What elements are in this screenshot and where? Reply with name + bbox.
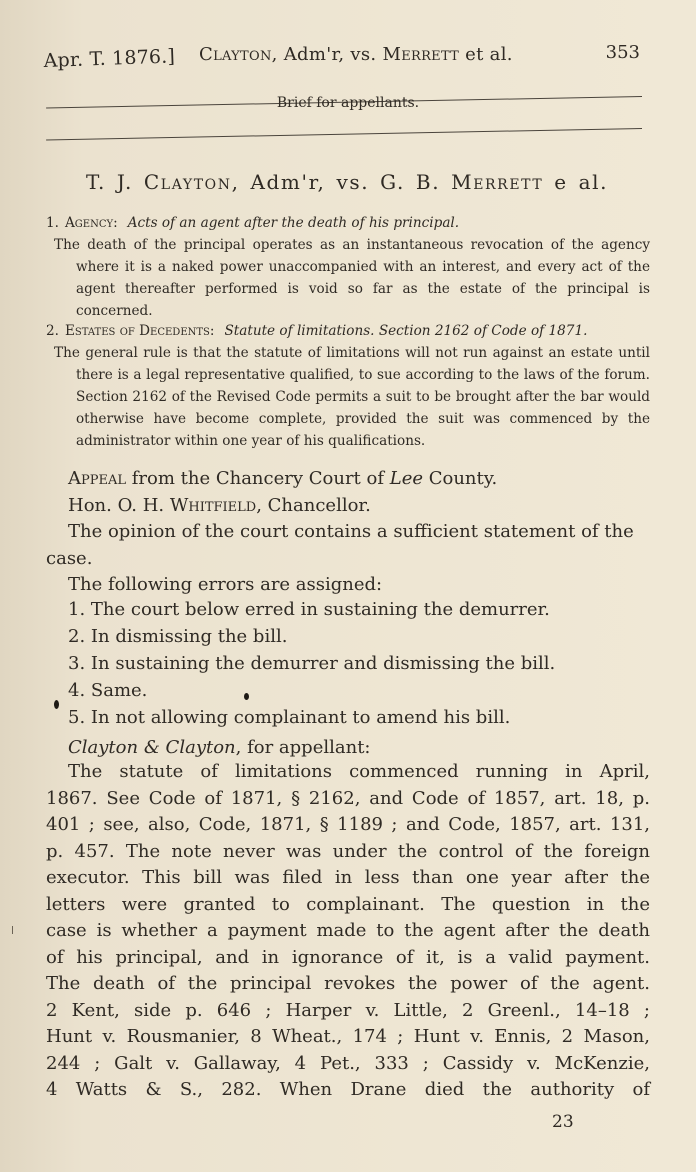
case-title-end: e al. bbox=[543, 170, 609, 194]
ink-blot bbox=[244, 693, 249, 700]
syllabus-number: 2. bbox=[46, 323, 59, 339]
running-head bbox=[44, 40, 654, 80]
running-title bbox=[199, 44, 513, 65]
argument-line: 401 ; see, also, Code, 1871, § 1189 ; and Code, 1857, art. 131, bbox=[46, 814, 650, 835]
syllabus-subtopic: Statute of limitations. Section 2162 of Code of 1871. bbox=[224, 323, 588, 339]
argument-line: 244 ; Galt v. Gallaway, 4 Pet., 333 ; Cassidy v. McKenzie, bbox=[46, 1052, 650, 1074]
ink-blot bbox=[54, 700, 59, 709]
syllabus-subtopic: Acts of an agent after the death of his principal. bbox=[127, 215, 460, 231]
argument-paragraph bbox=[46, 759, 650, 1104]
appeal-text-end: County. bbox=[423, 468, 498, 489]
errors-list bbox=[68, 596, 555, 731]
syllabus-text: The death of the principal operates as an instantaneous revocation of the agency where it is a naked power unaccompanied with an interest, and every act of the agent thereafter performed is void so far as the estate of the principal is concerned. bbox=[54, 237, 650, 319]
syllabus-topic: Estates of Decedents: bbox=[64, 323, 215, 339]
argument-line: The statute of limitations commenced running in April, bbox=[68, 761, 650, 782]
argument-line: 4 Watts & S., 282. When Drane died the authority of bbox=[46, 1079, 650, 1100]
judge-prefix: Hon. O. H. bbox=[68, 494, 170, 516]
case-title-mid: , Adm'r, vs. G. B. bbox=[231, 170, 452, 194]
argument-line: Hunt v. Rousmanier, 8 Wheat., 174 ; Hunt v. Ennis, 2 Mason, bbox=[46, 1026, 650, 1047]
syllabus-heading bbox=[46, 320, 650, 342]
argument-line: p. 457. The note never was under the control of the foreign bbox=[46, 840, 650, 862]
counsel-line bbox=[46, 735, 650, 762]
appeal-label: Appeal bbox=[68, 468, 127, 489]
running-title-mid: , Adm'r, vs. bbox=[271, 44, 383, 65]
argument-line: letters were granted to complainant. The question in the bbox=[46, 893, 650, 915]
error-item: 4. Same. bbox=[68, 680, 148, 701]
syllabus-topic: Agency: bbox=[64, 215, 118, 231]
error-item: 1. The court below erred in sustaining the demurrer. bbox=[68, 599, 550, 620]
argument-line: executor. This bill was filed in less than one year after the bbox=[46, 867, 650, 888]
syllabus-text: The general rule is that the statute of limitations will not run against an estate until there is a legal representative qualified, to sue according to the laws of the forum. Section 2162 of the Revised Code permits a suit to be brought after the bar would otherwise have become complete, provided the suit was commenced by the administrator within one year of his qualifications. bbox=[54, 345, 650, 449]
opinion-note: The opinion of the court contains a sufficient statement of the case. bbox=[46, 521, 634, 569]
error-item: 5. In not allowing complainant to amend his bill. bbox=[68, 707, 511, 728]
running-title-end: et al. bbox=[459, 44, 513, 65]
subhead: Brief for appellants. bbox=[276, 95, 420, 111]
case-title bbox=[86, 170, 608, 194]
margin-mark bbox=[12, 926, 13, 934]
counsel-role: , for appellant: bbox=[235, 737, 371, 758]
error-item: 2. In dismissing the bill. bbox=[68, 626, 288, 647]
argument-line: 2 Kent, side p. 646 ; Harper v. Little, 2 Greenl., 14–18 ; bbox=[46, 999, 650, 1021]
term-label: Apr. T. 1876.] bbox=[43, 45, 176, 72]
judge-line bbox=[46, 493, 650, 520]
case-title-party2: Merrett bbox=[451, 170, 544, 194]
argument-line: 1867. See Code of 1871, § 2162, and Code of 1857, art. 18, p. bbox=[46, 787, 650, 809]
judge-title: , Chancellor. bbox=[256, 494, 371, 516]
syllabus-item bbox=[46, 320, 650, 452]
appeal-text: from the Chancery Court of bbox=[126, 468, 390, 489]
error-item: 3. In sustaining the demurrer and dismissing the bill. bbox=[68, 653, 556, 674]
intro-block bbox=[46, 466, 650, 599]
argument-line: case is whether a payment made to the agent after the death bbox=[46, 920, 650, 941]
page-number: 353 bbox=[605, 42, 640, 63]
case-title-prefix: T. J. bbox=[86, 170, 144, 194]
syllabus-heading bbox=[46, 212, 650, 234]
syllabus-number: 1. bbox=[46, 215, 59, 231]
errors-intro: The following errors are assigned: bbox=[68, 574, 383, 595]
running-title-party1: Clayton bbox=[199, 44, 272, 65]
running-title-party2: Merrett bbox=[382, 44, 460, 65]
appeal-line bbox=[46, 466, 650, 493]
counsel-name: Clayton & Clayton bbox=[68, 737, 236, 758]
county-name: Lee bbox=[389, 468, 423, 489]
signature-mark: 23 bbox=[552, 1112, 574, 1132]
syllabus-item bbox=[46, 212, 650, 322]
judge-name: Whitfield bbox=[169, 494, 257, 516]
counsel-paragraph bbox=[46, 735, 650, 762]
argument-line: of his principal, and in ignorance of it, is a valid payment. bbox=[46, 946, 650, 968]
case-title-party1: Clayton bbox=[143, 170, 232, 194]
argument-line: The death of the principal revokes the power of the agent. bbox=[46, 973, 650, 994]
header-rule-bottom bbox=[46, 128, 642, 140]
